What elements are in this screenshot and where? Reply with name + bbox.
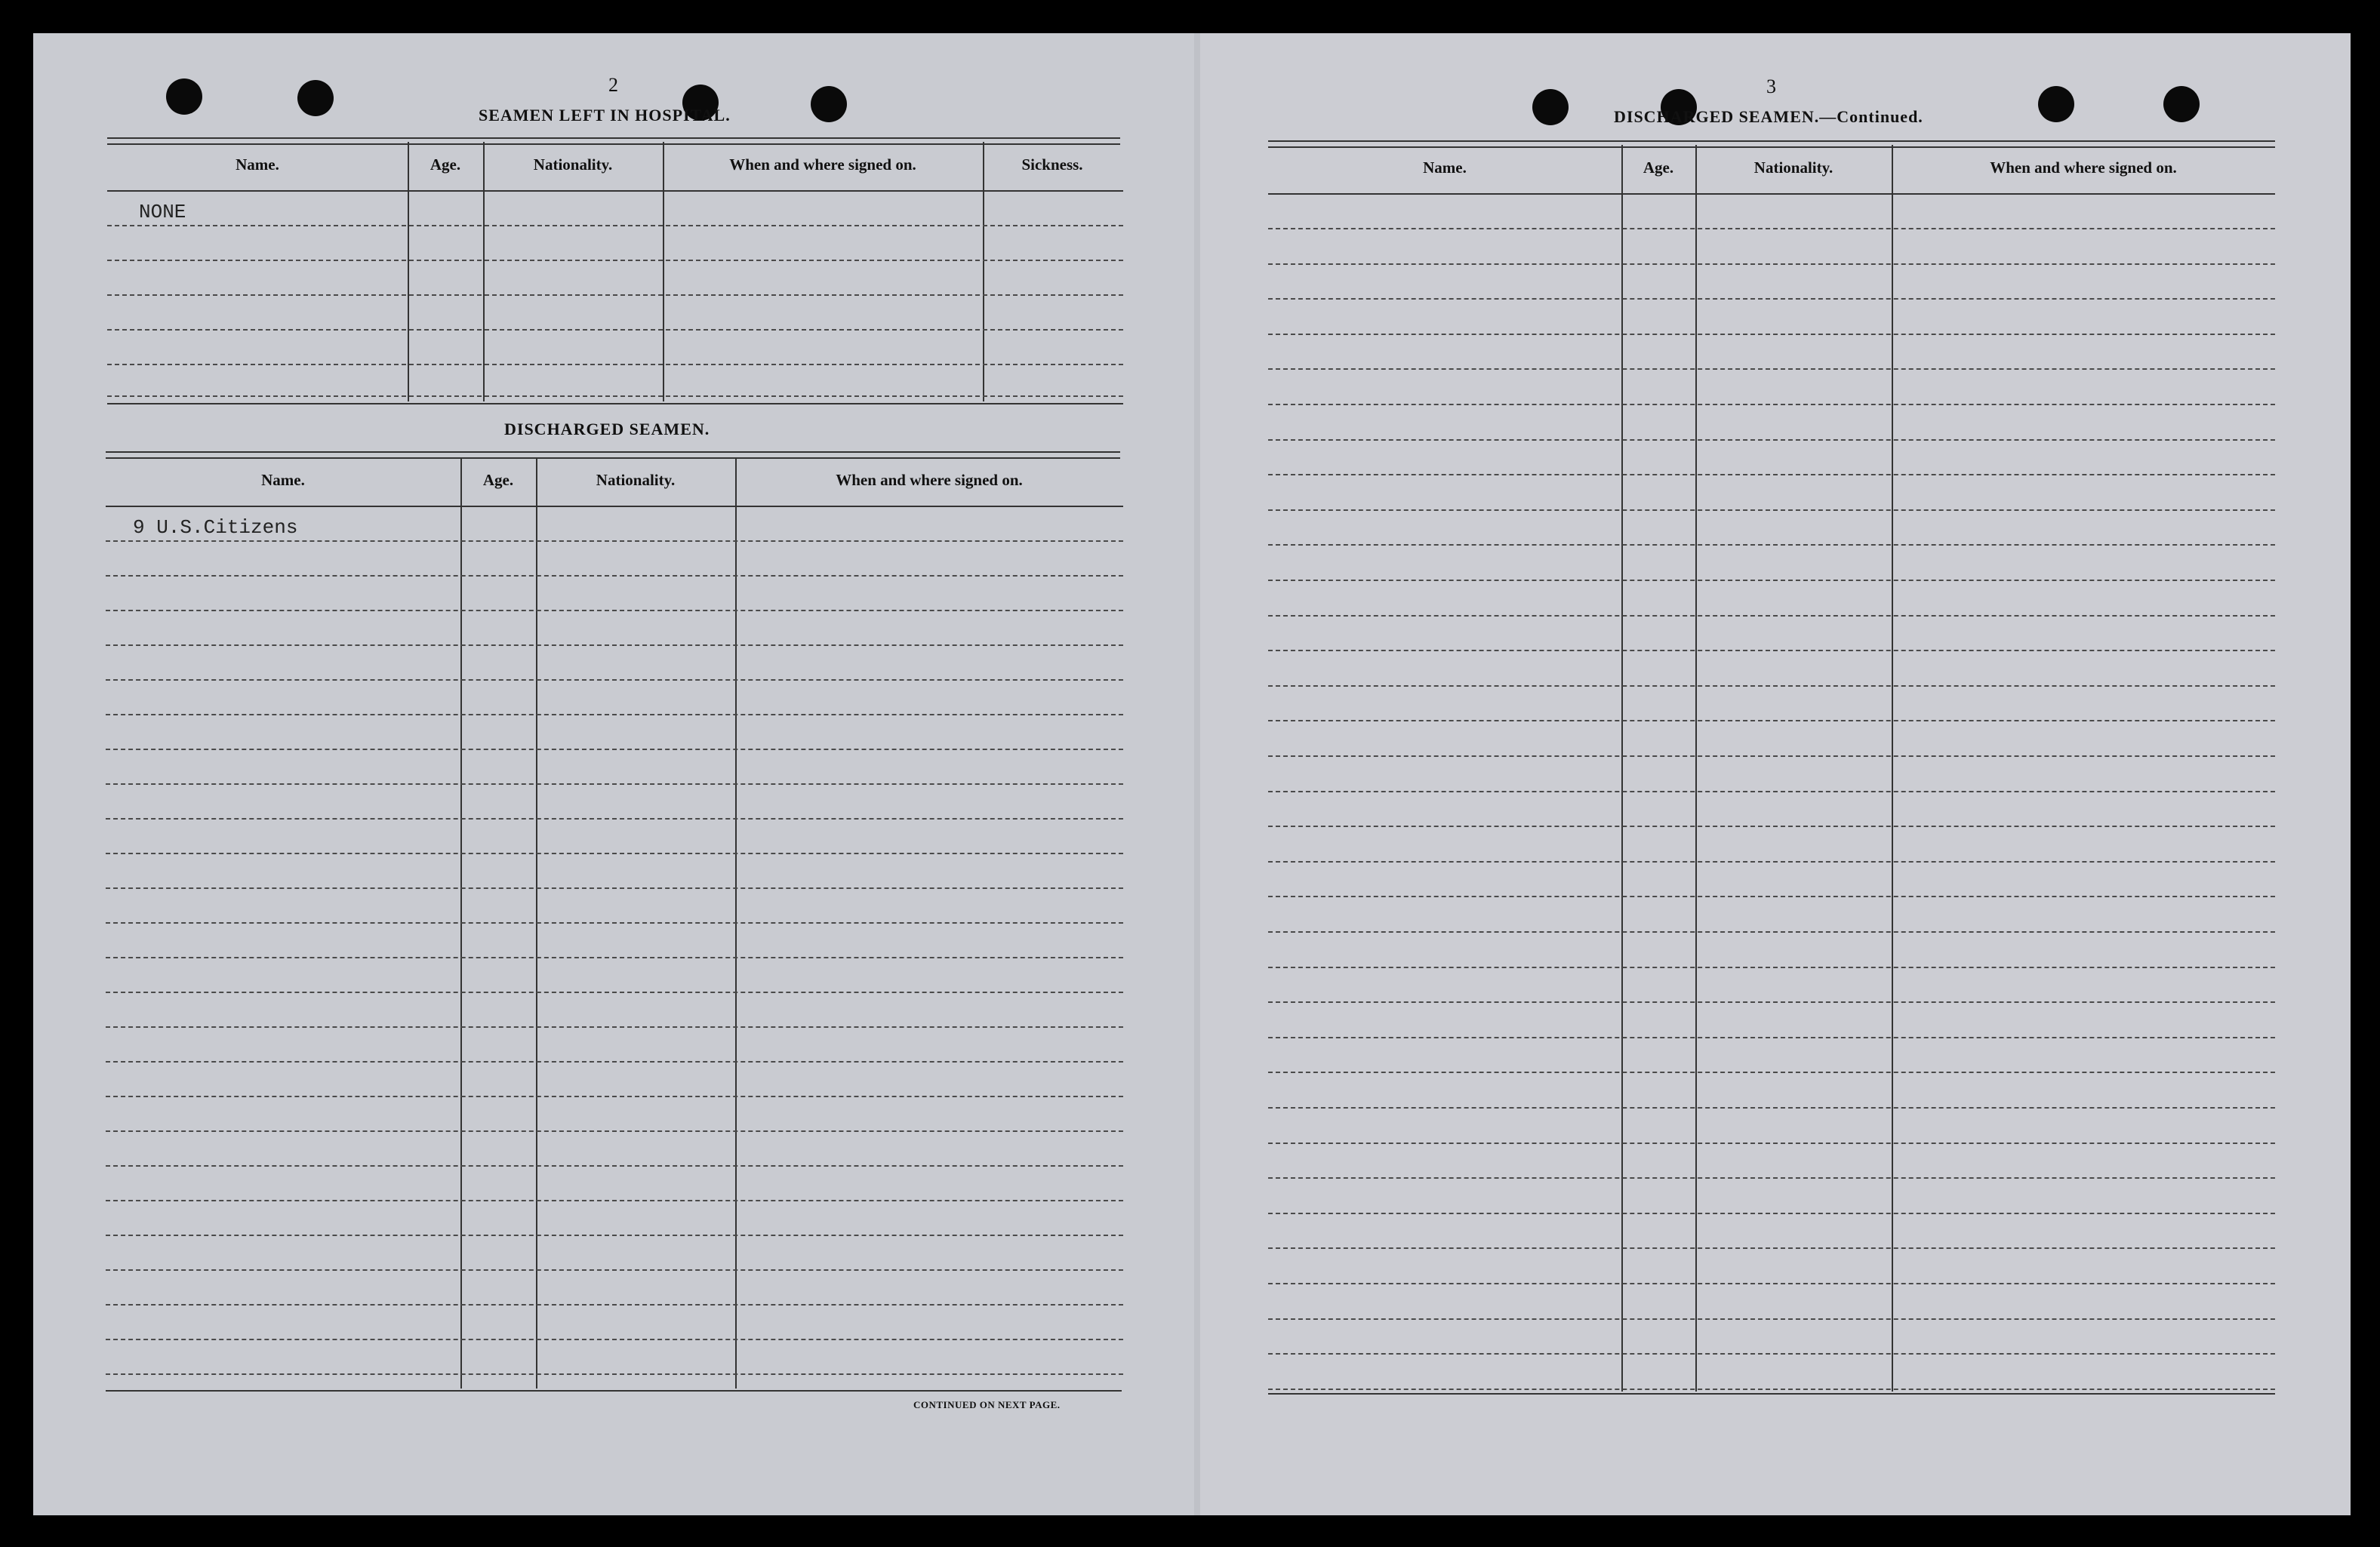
- right-table-bottom-rule: [1268, 1393, 2275, 1395]
- discharged-table-top-rule: [106, 451, 1120, 459]
- hospital-row-line: [107, 294, 1123, 296]
- row-line: [106, 1269, 1123, 1271]
- hospital-row-line: [107, 329, 1123, 331]
- punch-hole: [2163, 86, 2200, 122]
- row-line: [1268, 263, 2275, 265]
- row-line: [1268, 334, 2275, 335]
- right-section-title: [1614, 107, 1923, 127]
- row-line: [106, 1235, 1123, 1236]
- right-col-name: Name.: [1423, 158, 1467, 177]
- row-line: [106, 1339, 1123, 1340]
- row-line: [1268, 931, 2275, 933]
- row-line: [1268, 791, 2275, 792]
- hospital-col-sickness: Sickness.: [1021, 155, 1083, 174]
- row-line: [1268, 509, 2275, 511]
- row-line: [106, 887, 1123, 889]
- hospital-col-divider: [983, 142, 984, 401]
- page-number-right: 3: [1766, 75, 1776, 97]
- row-line: [106, 575, 1123, 577]
- hospital-row-line: [107, 364, 1123, 365]
- hospital-col-divider: [408, 142, 409, 401]
- punch-hole: [811, 86, 847, 122]
- row-line: [1268, 1037, 2275, 1038]
- row-line: [106, 714, 1123, 715]
- right-table-top-rule: [1268, 140, 2275, 148]
- row-line: [106, 957, 1123, 958]
- row-line: [1268, 474, 2275, 475]
- row-line: [106, 818, 1123, 820]
- row-line: [106, 1200, 1123, 1201]
- row-line: [1268, 685, 2275, 687]
- hospital-entry-name: NONE: [139, 201, 186, 223]
- row-line: [1268, 896, 2275, 897]
- row-line: [106, 853, 1123, 854]
- row-line: [106, 1304, 1123, 1306]
- row-line: [1268, 1001, 2275, 1003]
- right-col-signed-on: When and where signed on.: [1990, 158, 2177, 177]
- row-line: [106, 1165, 1123, 1167]
- continued-footer: CONTINUED ON NEXT PAGE.: [913, 1399, 1061, 1410]
- discharged-col-nationality: Nationality.: [596, 471, 676, 489]
- hospital-col-name: Name.: [236, 155, 279, 174]
- row-line: [106, 540, 1123, 542]
- row-line: [1268, 228, 2275, 229]
- row-line: [1268, 755, 2275, 757]
- row-line: [106, 679, 1123, 681]
- right-col-divider: [1621, 145, 1623, 1392]
- row-line: [106, 1061, 1123, 1063]
- discharged-col-age: Age.: [482, 471, 514, 489]
- row-line: [106, 992, 1123, 993]
- row-line: [106, 1373, 1123, 1375]
- row-line: [1268, 1107, 2275, 1109]
- punch-hole: [2038, 86, 2074, 122]
- row-line: [106, 1130, 1123, 1132]
- left-page: [33, 33, 1194, 1515]
- row-line: [1268, 1318, 2275, 1320]
- right-col-divider: [1695, 145, 1697, 1392]
- punch-hole: [297, 80, 334, 116]
- hospital-row-line: [107, 260, 1123, 261]
- row-line: [106, 783, 1123, 785]
- row-line: [106, 610, 1123, 611]
- hospital-table-bottom-rule: [107, 403, 1123, 404]
- row-line: [106, 644, 1123, 646]
- row-line: [106, 749, 1123, 750]
- hospital-row-line: [107, 225, 1123, 226]
- right-header-rule: [1268, 193, 2275, 195]
- row-line: [106, 922, 1123, 924]
- discharged-entry-name: 9 U.S.Citizens: [133, 516, 298, 539]
- row-line: [1268, 1247, 2275, 1249]
- row-line: [1268, 1389, 2275, 1390]
- punch-hole: [166, 78, 202, 115]
- row-line: [106, 1096, 1123, 1097]
- row-line: [1268, 298, 2275, 300]
- row-line: [1268, 1283, 2275, 1284]
- row-line: [1268, 368, 2275, 370]
- row-line: [1268, 720, 2275, 721]
- row-line: [1268, 615, 2275, 617]
- row-line: [1268, 1143, 2275, 1144]
- punch-hole: [1532, 89, 1569, 125]
- discharged-col-signed-on: When and where signed on.: [836, 471, 1023, 489]
- row-line: [1268, 826, 2275, 827]
- row-line: [1268, 1072, 2275, 1073]
- discharged-table-bottom-rule: [106, 1390, 1122, 1392]
- row-line: [1268, 967, 2275, 968]
- hospital-section-title: SEAMEN LEFT IN HOSPITAL.: [479, 106, 731, 125]
- row-line: [106, 1026, 1123, 1028]
- hospital-col-divider: [663, 142, 664, 401]
- row-line: [1268, 650, 2275, 651]
- page-gutter: [1194, 33, 1200, 1515]
- discharged-header-rule: [106, 506, 1123, 507]
- hospital-col-nationality: Nationality.: [533, 155, 613, 174]
- hospital-header-rule: [107, 190, 1123, 192]
- row-line: [1268, 1213, 2275, 1214]
- right-section-title-suffix: —Continued.: [1819, 107, 1923, 126]
- hospital-table-top-rule: [107, 137, 1120, 145]
- hospital-col-divider: [483, 142, 485, 401]
- row-line: [1268, 580, 2275, 581]
- right-page: [1200, 33, 2351, 1515]
- page-number-left: 2: [608, 74, 618, 96]
- row-line: [1268, 439, 2275, 441]
- row-line: [1268, 861, 2275, 863]
- row-line: [1268, 1353, 2275, 1355]
- right-section-title-main: DISCHARGED SEAMEN.: [1614, 107, 1820, 126]
- right-col-age: Age.: [1643, 158, 1674, 177]
- hospital-col-signed-on: When and where signed on.: [729, 155, 916, 174]
- right-col-nationality: Nationality.: [1753, 158, 1833, 177]
- row-line: [1268, 404, 2275, 405]
- row-line: [1268, 544, 2275, 546]
- right-col-divider: [1892, 145, 1893, 1392]
- discharged-col-name: Name.: [261, 471, 305, 489]
- discharged-section-title: DISCHARGED SEAMEN.: [504, 420, 710, 438]
- row-line: [1268, 1177, 2275, 1179]
- hospital-col-age: Age.: [430, 155, 461, 174]
- hospital-row-line: [107, 395, 1123, 397]
